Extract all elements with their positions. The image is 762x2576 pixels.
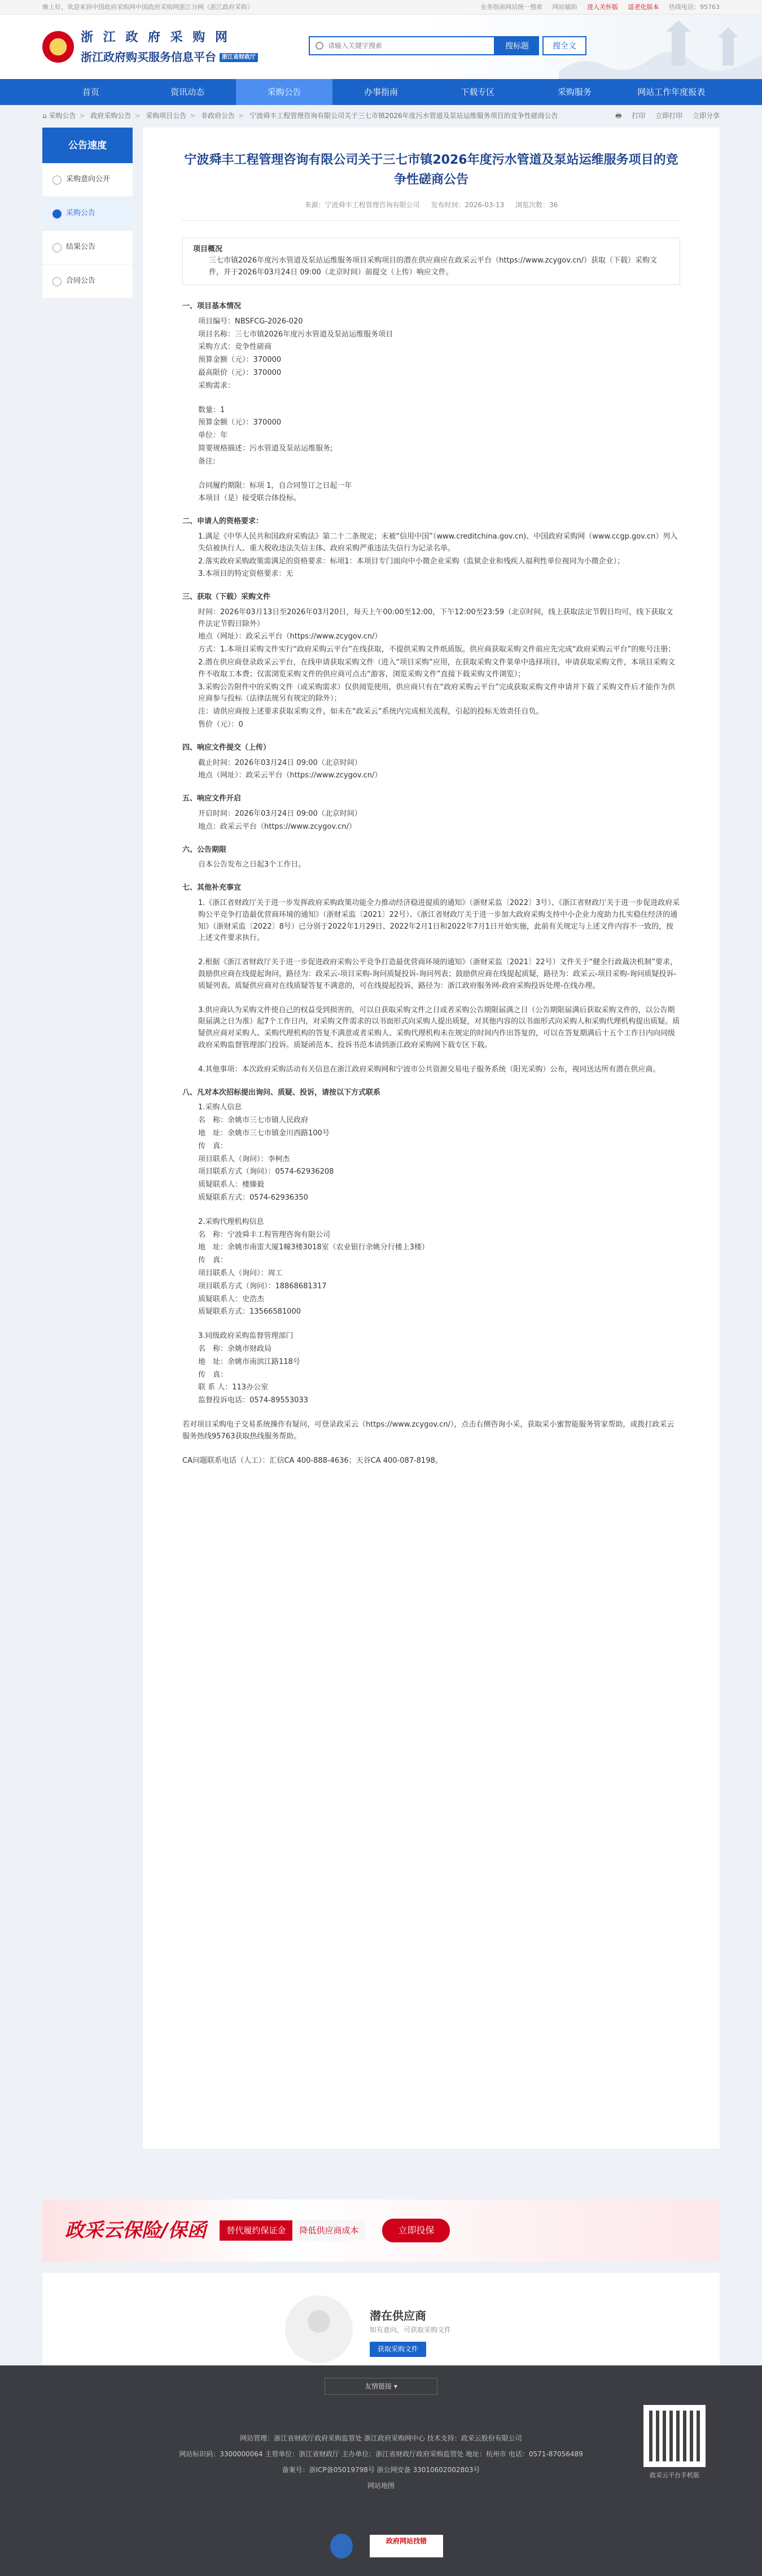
get-documents-button[interactable]: 获取采购文件 [370,2342,426,2357]
main-area [42,128,720,2149]
banner-title: 政采云保险/保函 [65,2219,207,2242]
search-bar [309,36,586,55]
section-line: 采购方式：竞争性磋商 [198,343,272,352]
section-line: 质疑联系人：史浩杰 [198,1294,265,1304]
section-line: 3.本项目的特定资格要求：无 [198,570,294,579]
section-line: 4.其他事项：本次政府采购活动有关信息在浙江政府采购网和宁波市公共资源交易电子服务系统（阳光采购）公布，视同送达所有潜在供应商。 [198,1065,660,1074]
potential-title: 潜在供应商 [370,2309,426,2323]
main-nav [0,79,762,105]
spacer [182,1205,680,1217]
section-line: 名 称：宁波舜丰工程管理咨询有限公司 [198,1230,331,1239]
section-line: 地点：政采云平台（https://www.zcygov.cn/） [198,822,356,831]
section-title: 三、获取（下载）采购文件 [182,593,271,602]
section-line: 项目联系方式（询问）：0574-62936208 [198,1167,334,1177]
section-line: 监督投诉电话：0574-89553033 [198,1396,308,1405]
site-subtitle: 浙江政府购买服务信息平台 [81,50,216,64]
qr-caption: 政采云平台手机版 [650,2472,699,2479]
section-line: 截止时间：2026年03月24日 09:00（北京时间） [198,758,362,767]
section-line: 2.根据《浙江省财政厅关于进一步促进政府采购公平竞争打造最优营商环境的通知》（浙财采监〔2021〕22号）文件关于“健全行政裁决机制”要求，鼓励供应商在线提起询问，路径为：政采云-项目采购-询问质疑投诉-询问列表；鼓励供应商在线提起质疑，路径为：政采云-项目采购-询问质疑投诉-质疑列表。质疑供应商对在线质疑答复不满意的，可在线提起投诉，路径为：浙江政府服务网-政府采购投诉处理-在线办理。 [198,958,677,990]
spacer [182,1319,680,1331]
qr-code-icon [643,2405,706,2467]
search-box [309,36,495,55]
footer-line: 备案号：浙ICP备05019798号 浙公网安备 33010602002803号 [282,2466,480,2474]
gov-badge-icon[interactable] [330,2534,353,2558]
section-line: 最高限价（元）：370000 [198,368,282,377]
nav-downloads[interactable]: 下载专区 [461,87,495,97]
home-icon[interactable]: ⌂ [42,112,49,120]
section-line: 项目名称：三七市镇2026年度污水管道及泵站运维服务项目 [198,330,393,339]
section-line: 1.满足《中华人民共和国政府采购法》第二十二条规定；未被“信用中国”（www.creditchina.gov.cn)、中国政府采购网（www.ccgp.gov.cn）列入失信被执行人、重大税收违法失信主体、政府采购严重违法失信行为记录名单。 [198,532,678,553]
top-link-care[interactable]: 进入关怀版 [587,3,618,11]
top-link-assist[interactable]: 网站辅助 [552,3,577,11]
sidebar-item-result[interactable]: 结果公告 [42,231,133,265]
section-line: 3.同级政府采购监督管理部门 [198,1332,294,1341]
section-line: 地 址：余姚市南滨江路118号 [198,1357,300,1366]
sidebar-item-intent[interactable]: 采购意向公开 [42,163,133,197]
section-line: 合同履约期限：标项 1，自合同签订之日起一年 [198,481,352,490]
section-line: 本项目（是）接受联合体投标。 [198,494,301,503]
search-icon [316,42,323,50]
section-line: 自本公告发布之日起3个工作日。 [198,860,306,869]
supplier-avatar-icon [285,2295,353,2363]
sidebar-item-announcement[interactable]: 采购公告 [42,197,133,231]
section-title: 五、响应文件开启 [182,794,242,803]
search-title-button[interactable]: 搜标题 [495,36,539,55]
section-line: 地 址：余姚市南雷大厦1幢3楼3018室（农业银行余姚分行楼上3楼） [198,1243,429,1252]
section-line: 2.落实政府采购政策需满足的资格要求：标项1：本项目专门面向中小微企业采购（监狱企业和残疾人福利性单位视同为小微企业）； [198,557,625,566]
section-line: 3.采购公告附件中的采购文件（或采购需求）仅供阅览使用，供应商只有在“政府采购云平台”完成获取采购文件申请并下载了采购文件后才能作为供应商参与投标（法律法规另有规定的除外）； [198,683,675,703]
article-ca-text: CA问题联系电话（人工）：汇信CA 400-888-4636；天谷CA 400-087-8198。 [182,1456,443,1465]
article-sections [182,301,680,1407]
section-line: 1.采购人信息 [198,1103,242,1112]
site-logo[interactable] [81,28,258,65]
section-line: 传 真： [198,1370,228,1379]
section-title: 一、项目基本情况 [182,301,242,310]
sidebar-title: 公告速度 [42,129,133,163]
hotline-text: 热线电话：95763 [669,3,720,11]
section-line: 项目联系人（询问）：李柯杰 [198,1154,290,1164]
nav-services[interactable]: 采购服务 [557,87,592,97]
article-date: 发布时间：2026-03-13 [431,201,505,209]
spacer [182,994,680,1005]
potential-subtitle: 如有意向，可获取采购文件 [370,2326,452,2334]
section-line: 质疑联系人：楼臻毅 [198,1180,265,1189]
section-line: 3.供应商认为采购文件使自己的权益受到损害的，可以自获取采购文件之日或者采购公告期限届满之日（公告期限届满后获取采购文件的，以公告期限届满之日为准）起7个工作日内，对采购文件需求的以书面形式向采购人提出质疑，对其他内容的以书面形式向采购人和采购代理机构提出质疑。质疑供应商对采购人、采购代理机构的答复不满意或者采购人、采购代理机构未在规定的时间内作出答复的，可以在答复期满后十五个工作日内向同级政府采购监督管理部门投诉。质疑函范本、投诉书范本请到浙江政府采购网下载专区下载。 [198,1005,680,1049]
section-line: 开启时间：2026年03月24日 09:00（北京时间） [198,810,362,819]
section-line: 1.《浙江省财政厅关于进一步发挥政府采购政策功能全力推动经济稳进提质的通知》（浙财采监〔2022〕3号）、《浙江省财政厅关于进一步促进政府采购公平竞争打造最优营商环境的通知》（浙财采监〔2021〕22号）、《浙江省财政厅关于进一步加大政府采购支持中小企业力度助力扎实稳住经济的通知》（浙财采监〔2022〕8号）已分别于2022年1月29日、2022年2月1日和2022年7月1日开始实施，此前有关规定与上述文件内容不一致的，按上述文件要求执行。 [198,899,680,943]
article-help-text: 若对项目采购电子交易系统操作有疑问，可登录政采云（https://www.zcygov.cn/），点击右侧咨询小采，获取采小蜜智能服务管家帮助，或拨打政采云服务热线95763获取热线服务帮助。 [182,1420,675,1441]
section-line: 传 真： [198,1142,228,1151]
section-line: 预算金额（元）：370000 [198,418,282,427]
radio-checked-icon [52,209,62,218]
top-links [472,2,720,12]
nav-annual-report[interactable]: 网站工作年度报表 [637,87,706,97]
share-button[interactable]: 立即分享 [692,112,720,120]
section-title: 二、申请人的资格要求： [182,517,264,526]
site-title: 浙 江 政 府 采 购 网 [81,30,230,45]
section-title: 六、公告期限 [182,845,227,854]
nav-guide[interactable]: 办事指南 [364,87,398,97]
nav-home[interactable]: 首页 [82,87,99,97]
breadcrumb: ⌂ 采购公告 > 政府采购公告 > 采购项目公告 > 非政府公告 > 宁波舜丰工程管理咨询有限公司关于三七市镇2026年度污水管道及泵站运维服务项目的竞争性磋商公告 🖶 打印 立即打印 立即分享 [42,105,720,128]
breadcrumb-item[interactable]: 采购项目公告 [146,112,187,120]
article-meta [182,200,680,220]
banner-tag: 替代履约保证金 [220,2220,292,2241]
national-emblem-icon [42,31,74,63]
top-link-elder[interactable]: 适老化版本 [628,3,659,11]
section-title: 七、其他补充事宜 [182,884,242,893]
footer-line: 网站管理：浙江省财政厅政府采购监管处 浙江政府采购网中心 技术支持：政采云股份有限公司 [240,2434,522,2442]
section-title: 八、凡对本次招标提出询问、质疑、投诉，请按以下方式联系 [182,1088,381,1097]
radio-icon [52,277,62,286]
section-line: 方式：1.本项目采购文件实行“政府采购云平台”在线获取，不提供采购文件纸质版。供应商获取采购文件前应先完成“政府采购云平台”的账号注册； [198,645,676,654]
section-line: 2.潜在供应商登录政采云平台，在线申请获取采购文件（进入“项目采购”应用，在获取采购文件菜单中选择项目，申请获取采购文件，本项目采购文件不收取工本费；仅需浏览采购文件的供应商可点击“游客，浏览采购文件”直接下载采购文件浏览）； [198,658,675,679]
section-line: 联 系 人：113办公室 [198,1383,269,1392]
section-line: 预算金额（元）：370000 [198,356,282,365]
summary-title: 项目概况 [193,244,223,253]
section-line: 数量：1 [198,405,225,414]
section-line: 采购需求： [198,381,235,390]
breadcrumb-item[interactable]: 政府采购公告 [90,112,132,120]
section-line: 质疑联系方式：13566581000 [198,1307,301,1317]
print-icon[interactable]: 🖶 打印 [615,112,646,120]
section-line: 售价（元）：0 [198,720,243,729]
search-input[interactable] [328,42,486,50]
section-line: 单位：年 [198,431,228,440]
site-badge: 浙江省财政厅 [220,53,258,62]
skyline-illustration [559,15,762,79]
spacer [182,946,680,957]
project-summary [182,238,680,285]
article-title: 宁波舜丰工程管理咨询有限公司关于三七市镇2026年度污水管道及泵站运维服务项目的竞争性磋商公告 [184,153,678,187]
section-line: 名 称：余姚市财政局 [198,1344,272,1353]
nav-news[interactable]: 资讯动态 [170,87,205,97]
friend-links-select[interactable]: 友情链接 ▾ [325,2378,437,2395]
sidebar-item-contract[interactable]: 合同公告 [42,265,133,299]
section-title: 四、响应文件提交（上传） [182,743,271,752]
footer-line: 网站标识码：3300000064 主管单位：浙江省财政厅 主办单位：浙江省财政厅政府采购监管处 地址：杭州市 电话：0571-87056489 [179,2450,583,2458]
radio-icon [52,243,62,252]
section-line: 项目联系人（询问）：周工 [198,1269,283,1278]
section-line: 地点（网址）：政采云平台（https://www.zcygov.cn/） [198,771,382,780]
site-header [0,15,762,79]
spacer [182,1053,680,1064]
section-line: 地 址：余姚市三七市镇金川西路100号 [198,1129,330,1138]
section-line: 注：请供应商按上述要求获取采购文件，如未在“政采云”系统内完成相关流程，引起的投标无效责任自负。 [198,707,544,716]
section-line: 名 称：余姚市三七市镇人民政府 [198,1116,309,1125]
section-line: 2.采购代理机构信息 [198,1217,264,1226]
section-line: 质疑联系方式：0574-62936350 [198,1193,308,1202]
banner-cta-button[interactable]: 立即投保 [382,2219,450,2242]
section-line: 备注: [198,457,216,466]
article-source: 来源：宁波舜丰工程管理咨询有限公司 [304,201,420,209]
search-fulltext-button[interactable]: 搜全文 [542,36,586,55]
greeting-text: 晚上好，欢迎来到中国政府采购网中国政府采购网浙江分网（浙江政府采购） [42,3,253,11]
section-line: 项目联系方式（询问）：18868681317 [198,1282,327,1291]
section-line: 传 真： [198,1256,228,1265]
breadcrumb-item[interactable]: 非政府公告 [201,112,235,120]
summary-body: 三七市镇2026年度污水管道及泵站运维服务项目采购项目的潜在供应商应在政采云平台（https://www.zcygov.cn/）获取（下载）采购文件，并于2026年03月24日 09:00（北京时间）前提交（上传）响应文件。 [209,256,657,277]
section-line: 地点（网址）：政采云平台（https://www.zcygov.cn/） [198,632,382,641]
breadcrumb-current: 宁波舜丰工程管理咨询有限公司关于三七市镇2026年度污水管道及泵站运维服务项目的竞争性磋商公告 [249,112,558,120]
insurance-banner[interactable] [42,2199,720,2262]
article [143,128,720,2149]
site-footer [0,2365,762,2576]
sitemap-link[interactable]: 网站地图 [367,2482,395,2490]
breadcrumb-item[interactable]: 采购公告 [49,112,76,120]
top-bar [0,0,762,15]
top-link-search-guide[interactable]: 业务指南网站统一搜索 [480,3,542,11]
section-line: 简要规格描述：污水管道及泵站运维服务; [198,444,333,453]
banner-tag: 降低供应商成本 [292,2220,365,2241]
sidebar [42,128,133,299]
nav-announcements[interactable]: 采购公告 [236,79,332,105]
section-line: 项目编号：NBSFCG-2026-020 [198,317,303,326]
radio-icon [52,176,62,185]
spacer [182,469,680,480]
spacer [182,393,680,405]
section-line: 时间：2026年03月13日至2026年03月20日，每天上午00:00至12:00，下午12:00至23:59（北京时间，线上获取法定节假日均可，线下获取文件法定节假日除外） [198,607,673,628]
gov-error-report-badge[interactable]: 政府网站找错 [370,2535,443,2557]
print-now-button[interactable]: 立即打印 [655,112,683,120]
article-views: 浏览次数：36 [515,201,558,209]
